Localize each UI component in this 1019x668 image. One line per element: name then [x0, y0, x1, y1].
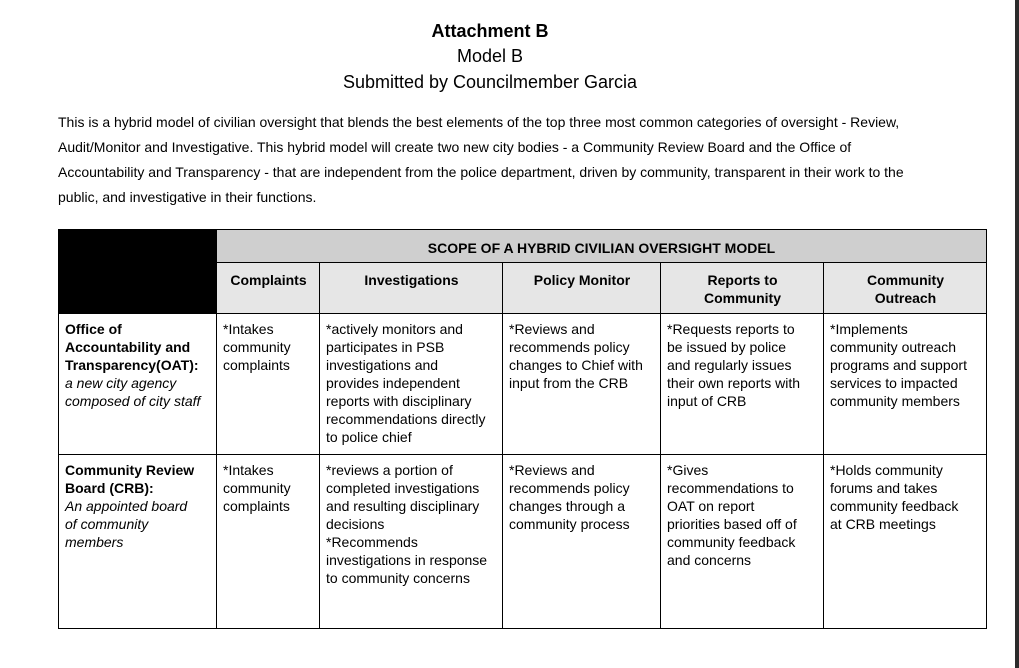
table-cell: *Reviews and recommends policy changes through a community process — [503, 455, 661, 629]
row-description-line: members — [65, 534, 124, 550]
col-header-complaints: Complaints — [217, 263, 320, 314]
row-description-line: composed of city staff — [65, 393, 201, 409]
submitted-by: Submitted by Councilmember Garcia — [342, 72, 638, 92]
table-cell: *Requests reports to be issued by police and regularly issues their own reports with input of CRB — [661, 314, 824, 455]
table-cell: *Reviews and recommends policy changes to Chief with input from the CRB — [503, 314, 661, 455]
document-header — [0, 19, 980, 95]
col-header-outreach: Community Outreach — [824, 263, 987, 314]
row-name-line: Transparency(OAT): — [65, 357, 199, 373]
table-cell: *Implements community outreach programs and support services to impacted community members — [824, 314, 987, 455]
row-name-line: Community Review — [65, 462, 195, 478]
table-cell: *Gives recommendations to OAT on report priorities based off of community feedback and concerns — [661, 455, 824, 629]
row-header-crb — [59, 455, 217, 629]
table-row — [59, 455, 987, 629]
row-name-line: Accountability and — [65, 339, 191, 355]
scope-title: SCOPE OF A HYBRID CIVILIAN OVERSIGHT MODEL — [217, 230, 987, 263]
corner-cell — [59, 230, 217, 314]
page-edge — [1015, 0, 1019, 668]
row-name-line: Office of — [65, 321, 122, 337]
model-title: Model B — [456, 46, 524, 66]
table-row — [59, 314, 987, 455]
row-description-line: a new city agency — [65, 375, 177, 391]
table-cell: *Intakes community complaints — [217, 314, 320, 455]
table-cell: *Intakes community complaints — [217, 455, 320, 629]
table-cell: *actively monitors and participates in PSB investigations and provides independent reports with disciplinary recommendations directly to police chief — [320, 314, 503, 455]
row-description-line: of community — [65, 516, 149, 532]
row-description-line: An appointed board — [65, 498, 188, 514]
scope-table — [58, 229, 987, 629]
row-name-line: Board (CRB): — [65, 480, 154, 496]
col-header-reports: Reports to Community — [661, 263, 824, 314]
col-header-investigations: Investigations — [320, 263, 503, 314]
row-header-oat — [59, 314, 217, 455]
col-header-policy-monitor: Policy Monitor — [503, 263, 661, 314]
scope-header-row — [59, 230, 987, 263]
intro-paragraph: This is a hybrid model of civilian oversight that blends the best elements of the top three most common categories of oversight - Review, Audit/Monitor and Investigative. This hybrid model will create two new city bodies - a Community Review Board and the Office of Accountability and Transparency - that are independent from the police department, driven by community, transparent in their work to the public, and investigative in their functions. — [58, 114, 904, 205]
table-cell: *reviews a portion of completed investigations and resulting disciplinary decisions *Recommends investigations in response to community concerns — [320, 455, 503, 629]
attachment-title: Attachment B — [431, 21, 549, 41]
table-cell: *Holds community forums and takes community feedback at CRB meetings — [824, 455, 987, 629]
